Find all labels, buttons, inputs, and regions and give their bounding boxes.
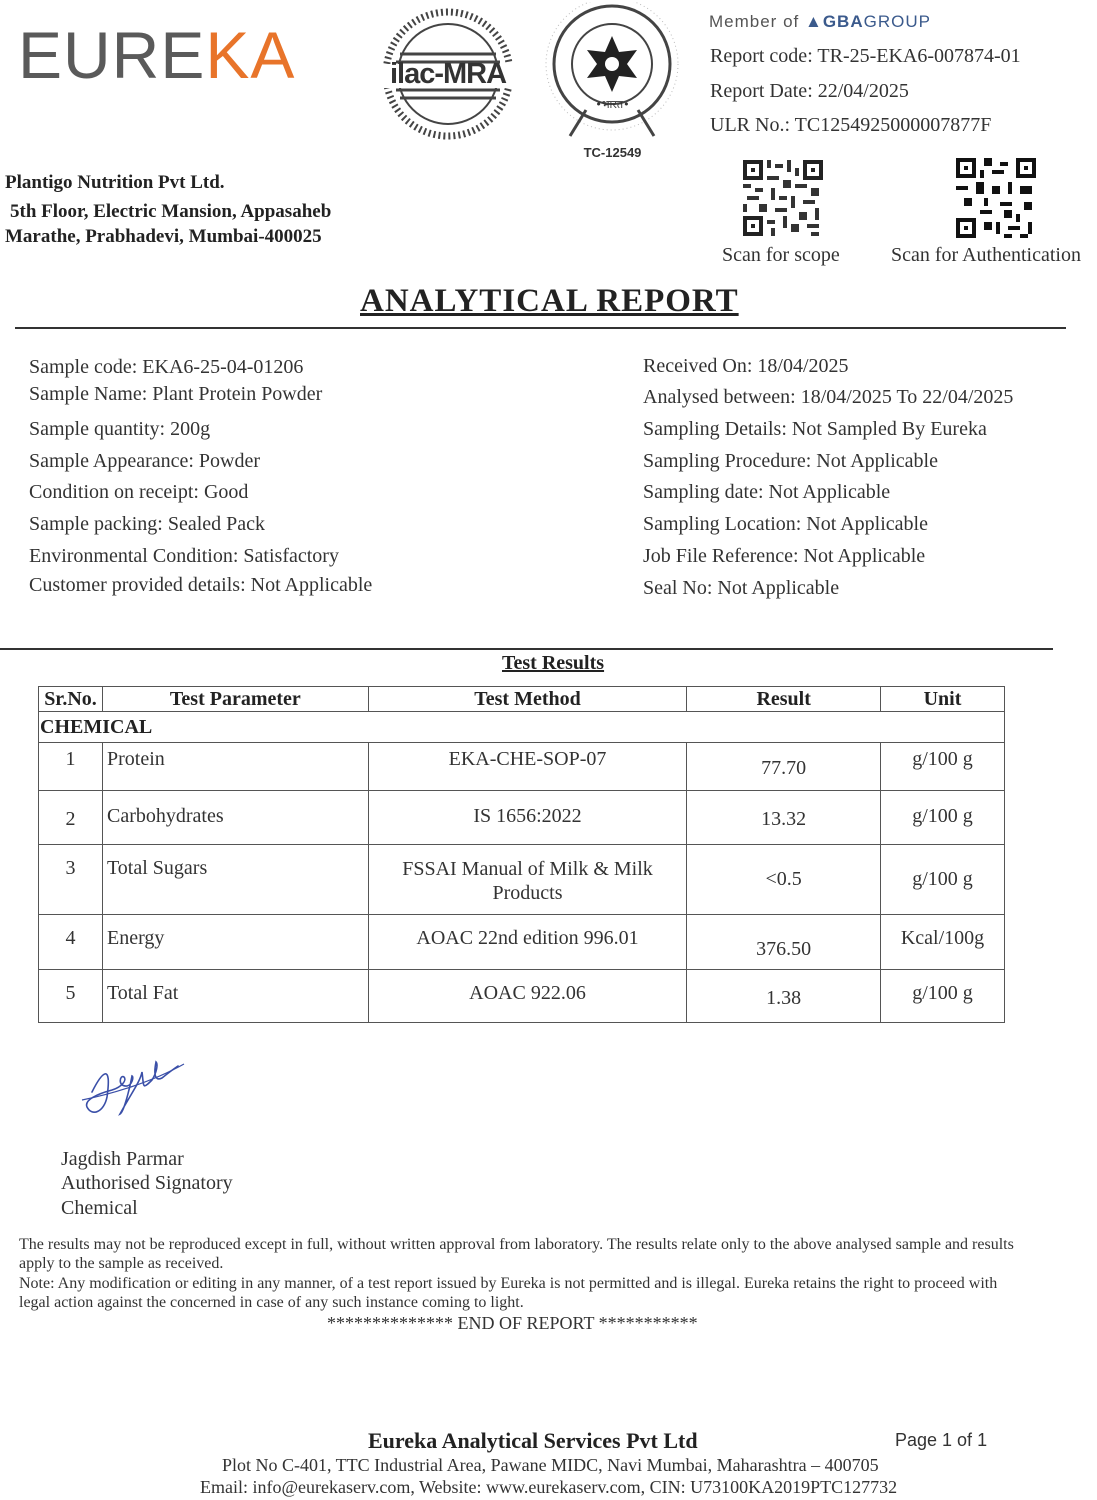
analysed-between: Analysed between: 18/04/2025 To 22/04/2025 (643, 386, 1014, 408)
disclaimer-modification: Note: Any modification or editing in any manner, of a test report issued by Eureka is not permitted and is illegal. Eureka retains the right to proceed with legal action against the concerned in case of any such instance coming to light. (19, 1275, 998, 1311)
cell-result: 376.50 (687, 915, 881, 970)
member-suffix: GROUP (863, 12, 931, 31)
sample-name: Sample Name: Plant Protein Powder (29, 383, 323, 405)
cell-method: FSSAI Manual of Milk & Milk Products (368, 845, 687, 915)
cell-sr: 4 (39, 915, 103, 970)
signatory-role: Authorised Signatory (61, 1172, 233, 1194)
eureka-logo (18, 18, 296, 92)
cell-parameter: Total Sugars (102, 845, 368, 915)
report-title: ANALYTICAL REPORT (360, 283, 739, 319)
results-divider (0, 648, 1053, 650)
col-header-parameter: Test Parameter (102, 687, 368, 712)
col-header-result: Result (687, 687, 881, 712)
qr-code-authentication[interactable] (956, 158, 1036, 238)
cell-method: EKA-CHE-SOP-07 (368, 743, 687, 791)
client-name: Plantigo Nutrition Pvt Ltd. (5, 172, 225, 193)
table-row (39, 845, 1005, 915)
footer-company-name: Eureka Analytical Services Pvt Ltd (368, 1428, 698, 1453)
cell-method: AOAC 22nd edition 996.01 (368, 915, 687, 970)
table-row (39, 743, 1005, 791)
cell-unit: Kcal/100g (881, 915, 1005, 970)
job-file-reference: Job File Reference: Not Applicable (643, 545, 926, 567)
logo-k-text: KA (205, 18, 296, 92)
cell-result: 77.70 (687, 743, 881, 791)
scan-for-scope-label: Scan for scope (722, 244, 840, 266)
ilac-text: ilac-MRA (389, 58, 507, 90)
disclaimer-reproduction: The results may not be reproduced except in full, without written approval from laboratory. The results relate only to the above analysed sample and results apply to the sample as received. (19, 1236, 1014, 1272)
signatory-department: Chemical (61, 1197, 138, 1219)
cell-parameter: Energy (102, 915, 368, 970)
environmental-condition: Environmental Condition: Satisfactory (29, 545, 339, 567)
report-date: Report Date: 22/04/2025 (710, 80, 909, 102)
member-prefix: Member of (709, 12, 800, 31)
sample-quantity: Sample quantity: 200g (29, 418, 211, 440)
table-row (39, 970, 1005, 1023)
cell-parameter: Carbohydrates (102, 791, 368, 845)
condition-on-receipt: Condition on receipt: Good (29, 481, 249, 503)
seal-number: Seal No: Not Applicable (643, 577, 840, 599)
title-divider (15, 327, 1066, 329)
qr-code-scope[interactable] (743, 160, 823, 236)
received-on: Received On: 18/04/2025 (643, 355, 849, 377)
cell-parameter: Protein (102, 743, 368, 791)
client-address-line-2: Marathe, Prabhadevi, Mumbai-400025 (5, 226, 322, 247)
ilac-mra-seal (380, 6, 516, 142)
sampling-details: Sampling Details: Not Sampled By Eureka (643, 418, 987, 440)
table-header-row (39, 687, 1005, 712)
cell-method: IS 1656:2022 (368, 791, 687, 845)
ulr-number: ULR No.: TC1254925000007877F (710, 114, 992, 136)
signature (72, 1052, 192, 1122)
nabl-bottom-text: •भारत• (595, 98, 630, 111)
cell-unit: g/100 g (881, 743, 1005, 791)
sampling-date: Sampling date: Not Applicable (643, 481, 891, 503)
report-code: Report code: TR-25-EKA6-007874-01 (710, 45, 1021, 67)
footer-contact: Email: info@eurekaserv.com, Website: www.eurekaserv.com, CIN: U73100KA2019PTC127732 (200, 1477, 898, 1497)
cell-method: AOAC 922.06 (368, 970, 687, 1023)
cell-sr: 3 (39, 845, 103, 915)
cell-sr: 5 (39, 970, 103, 1023)
category-row (39, 712, 1005, 743)
client-address-line-1: 5th Floor, Electric Mansion, Appasaheb (10, 201, 332, 222)
col-header-method: Test Method (368, 687, 687, 712)
nabl-seal (540, 2, 685, 162)
sample-appearance: Sample Appearance: Powder (29, 450, 261, 472)
member-of-gba (709, 12, 931, 32)
cell-sr: 1 (39, 743, 103, 791)
test-results-title: Test Results (502, 652, 605, 674)
cell-unit: g/100 g (881, 791, 1005, 845)
logo-main-text: EURE (18, 18, 206, 92)
nabl-cert-number: TC-12549 (583, 145, 642, 160)
footer-address: Plot No C-401, TTC Industrial Area, Pawane MIDC, Navi Mumbai, Maharashtra – 400705 (222, 1455, 879, 1475)
cell-parameter: Total Fat (102, 970, 368, 1023)
cell-result: 13.32 (687, 791, 881, 845)
signatory-name: Jagdish Parmar (61, 1148, 184, 1170)
cell-sr: 2 (39, 791, 103, 845)
sampling-procedure: Sampling Procedure: Not Applicable (643, 450, 938, 472)
customer-provided-details: Customer provided details: Not Applicable (29, 574, 373, 596)
member-brand: GBA (822, 12, 864, 31)
cell-unit: g/100 g (881, 845, 1005, 915)
sampling-location: Sampling Location: Not Applicable (643, 513, 928, 535)
cell-result: <0.5 (687, 845, 881, 915)
results-table (38, 686, 1005, 1023)
gba-icon: ▲ (804, 12, 823, 31)
table-row (39, 915, 1005, 970)
col-header-sr: Sr.No. (39, 687, 103, 712)
end-of-report: ************** END OF REPORT *********** (327, 1313, 698, 1333)
cell-unit: g/100 g (881, 970, 1005, 1023)
page-number: Page 1 of 1 (895, 1430, 988, 1450)
cell-result: 1.38 (687, 970, 881, 1023)
sample-packing: Sample packing: Sealed Pack (29, 513, 266, 535)
scan-for-authentication-label: Scan for Authentication (891, 244, 1081, 266)
col-header-unit: Unit (881, 687, 1005, 712)
sample-code: Sample code: EKA6-25-04-01206 (29, 356, 304, 378)
category-chemical: CHEMICAL (39, 712, 1005, 743)
table-row (39, 791, 1005, 845)
